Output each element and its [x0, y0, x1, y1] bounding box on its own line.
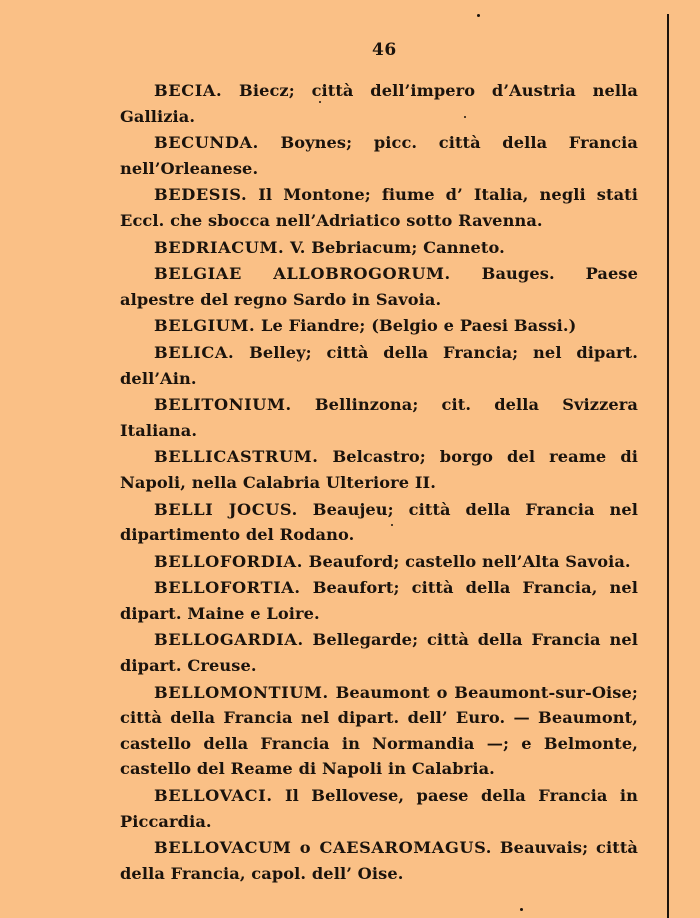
entry-headword: BELGIUM.	[154, 316, 256, 336]
entry-text: Bellegarde; città della Francia nel dipart. Creuse.	[120, 630, 638, 676]
entry-bellicastrum	[120, 444, 638, 495]
print-speck	[520, 908, 523, 911]
entry-headword: BELLOVACI.	[154, 786, 273, 806]
entry-text: Belley; città della Francia; nel dipart. dell’Ain.	[120, 342, 638, 388]
entry-bellogardia	[120, 627, 638, 678]
print-speck	[464, 116, 466, 118]
entry-text: Beaumont o Beaumont-sur-Oise; città della Francia nel dipart. dell’ Euro. — Beaumont, castello della Francia in Normandia —; e Belmonte, castello del Reame di Napoli in Calabria.	[120, 682, 638, 779]
entry-bedriacum	[120, 235, 638, 261]
entry-belgiae-allobrogorum	[120, 261, 638, 312]
entry-bellofordia	[120, 549, 638, 575]
entry-headword: BELLOGARDIA.	[154, 630, 304, 650]
entry-belitonium	[120, 392, 638, 443]
entry-text: Belcastro; borgo del reame di Napoli, nella Calabria Ulteriore II.	[120, 447, 638, 492]
entry-belgium	[120, 313, 638, 339]
entry-text: Boynes; picc. città della Francia nell’Orleanese.	[120, 133, 638, 178]
entry-belli-jocus	[120, 497, 638, 548]
entry-headword: BEDESIS.	[154, 185, 248, 205]
entry-bellofortia	[120, 575, 638, 626]
entry-text: Beaufort; città della Francia, nel dipart. Maine e Loire.	[120, 578, 638, 623]
entry-text: Beaujeu; città della Francia nel dipartimento del Rodano.	[120, 499, 638, 545]
entry-headword: BELLOFORTIA.	[154, 578, 301, 598]
entry-headword: BEDRIACUM.	[154, 237, 285, 257]
entry-headword: BELICA.	[154, 342, 235, 362]
entry-headword: BELITONIUM.	[154, 395, 292, 415]
print-speck	[391, 524, 393, 526]
print-speck	[477, 14, 480, 17]
entry-headword: BELLOFORDIA.	[154, 551, 303, 571]
entry-headword: BELGIAE ALLOBROGORUM.	[154, 264, 451, 284]
entry-belica	[120, 340, 638, 391]
entry-headword: BELLOVACUM o CAESAROMAGUS.	[154, 838, 493, 858]
dictionary-entries	[120, 78, 638, 887]
entry-text: Beauford; castello nell’Alta Savoia.	[302, 551, 631, 571]
entry-text: Beauvais; città della Francia, capol. dell’ Oise.	[120, 838, 638, 883]
page-number: 46	[372, 40, 397, 60]
entry-text: Il Montone; fiume d’ Italia, negli stati Eccl. che sbocca nell’Adriatico sotto Ravenna.	[120, 185, 638, 230]
entry-bedesis	[120, 182, 638, 233]
entry-headword: BELLI JOCUS.	[154, 499, 298, 519]
entry-text: Bauges. Paese alpestre del regno Sardo in Savoia.	[120, 264, 639, 309]
entry-headword: BELLOMONTIUM.	[154, 682, 329, 702]
entry-becunda	[120, 130, 638, 181]
entry-headword: BECIA.	[154, 81, 223, 100]
entry-bellomontium	[120, 680, 638, 782]
entry-text: Biecz; città dell’impero d’Austria nella Gallizia.	[120, 81, 638, 126]
entry-headword: BELLICASTRUM.	[154, 447, 319, 467]
entry-text: Bellinzona; cit. della Svizzera Italiana.	[120, 395, 638, 440]
entry-bellovaci	[120, 783, 638, 834]
entry-text: V. Bebriacum; Canneto.	[284, 237, 505, 257]
entry-text: Le Fiandre; (Belgio e Paesi Bassi.)	[255, 316, 577, 336]
entry-bellovacum	[120, 835, 638, 886]
page-margin-rule	[667, 14, 669, 918]
entry-becia	[120, 78, 638, 129]
print-speck	[319, 101, 321, 103]
entry-headword: BECUNDA.	[154, 133, 259, 153]
entry-text: Il Bellovese, paese della Francia in Piccardia.	[120, 786, 638, 831]
